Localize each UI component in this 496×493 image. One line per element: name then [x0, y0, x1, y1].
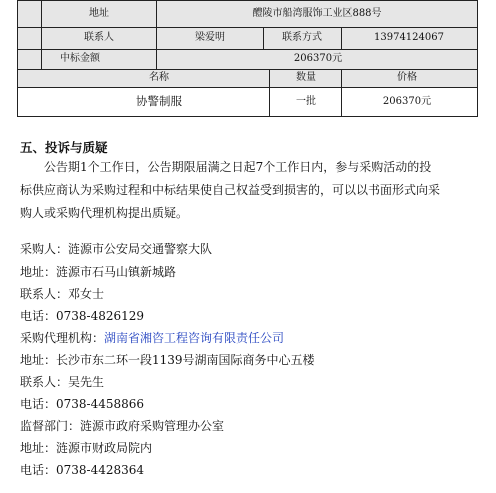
table-rule — [17, 69, 478, 70]
header-name: 名称 — [149, 72, 169, 83]
agency-address-line — [20, 352, 315, 368]
agency-phone-line — [20, 396, 144, 412]
supervisor-name: 涟源市政府采购管理办公室 — [80, 419, 225, 433]
table-rule — [17, 0, 18, 117]
supervisor-phone-line — [20, 462, 144, 478]
item-quantity: 一批 — [296, 96, 316, 107]
agency-line — [20, 330, 284, 346]
purchaser-phone-line — [20, 308, 144, 324]
item-price: 206370元 — [382, 96, 432, 107]
supervisor-label: 监督部门： — [20, 419, 81, 433]
table-rule — [17, 49, 478, 50]
supervisor-line — [20, 418, 224, 434]
header-quantity: 数量 — [296, 72, 316, 83]
purchaser-contact: 邓女士 — [68, 287, 105, 301]
amount-value: 206370元 — [293, 53, 343, 64]
paragraph-line: 公告期1个工作日，公告期限届满之日起7个工作日内，参与采购活动的投 — [44, 160, 432, 174]
supervisor-address: 涟源市财政局院内 — [56, 441, 153, 455]
purchaser-label: 采购人： — [20, 242, 69, 256]
paragraph-line: 购人或采购代理机构提出质疑。 — [20, 206, 189, 220]
table-rule — [341, 27, 342, 49]
table-rule — [263, 27, 264, 49]
agency-phone-label: 电话： — [20, 397, 57, 411]
table-rule — [341, 69, 342, 117]
table-rule — [17, 27, 478, 28]
purchaser-contact-line — [20, 286, 104, 302]
supervisor-address-line — [20, 440, 152, 456]
purchaser-contact-label: 联系人： — [20, 287, 69, 301]
purchaser-line — [20, 241, 212, 257]
phone-value: 13974124067 — [374, 32, 444, 43]
contact-label: 联系人 — [84, 32, 114, 43]
header-price: 价格 — [397, 72, 417, 83]
purchaser-name: 涟源市公安局交通警察大队 — [68, 242, 213, 256]
paragraph-line: 标供应商认为采购过程和中标结果使自己权益受到损害的，可以以书面形式向采 — [20, 183, 441, 197]
table-rule — [17, 116, 478, 117]
table-rule — [41, 0, 42, 69]
agency-contact: 吴先生 — [68, 375, 105, 389]
table-rule — [477, 0, 478, 117]
phone-label: 联系方式 — [282, 32, 322, 43]
address-value: 醴陵市船湾服饰工业区888号 — [252, 8, 382, 19]
agency-contact-line — [20, 374, 104, 390]
agency-address: 长沙市东二环一段1139号湖南国际商务中心五楼 — [56, 353, 315, 367]
purchaser-phone-label: 电话： — [20, 309, 57, 323]
purchaser-address-line — [20, 264, 176, 280]
table-rule — [269, 69, 270, 117]
agency-label: 采购代理机构： — [20, 331, 105, 345]
award-table — [17, 0, 478, 117]
table-rule — [156, 0, 157, 69]
agency-contact-label: 联系人： — [20, 375, 69, 389]
agency-name: 湖南省湘咨工程咨询有限责任公司 — [104, 331, 285, 345]
item-name: 协警制服 — [136, 94, 182, 108]
amount-label: 中标金额 — [60, 53, 100, 64]
section-title: 五、投诉与质疑 — [20, 140, 108, 155]
agency-address-label: 地址： — [20, 353, 57, 367]
contact-value: 梁爱明 — [195, 32, 225, 43]
purchaser-address-label: 地址： — [20, 265, 57, 279]
table-rule — [17, 0, 478, 1]
purchaser-phone: 0738-4826129 — [56, 309, 145, 323]
supervisor-address-label: 地址： — [20, 441, 57, 455]
purchaser-address: 涟源市石马山镇新城路 — [56, 265, 177, 279]
address-label: 地址 — [89, 8, 109, 19]
agency-phone: 0738-4458866 — [56, 397, 145, 411]
supervisor-phone: 0738-4428364 — [56, 463, 145, 477]
supervisor-phone-label: 电话： — [20, 463, 57, 477]
table-rule — [17, 87, 478, 88]
